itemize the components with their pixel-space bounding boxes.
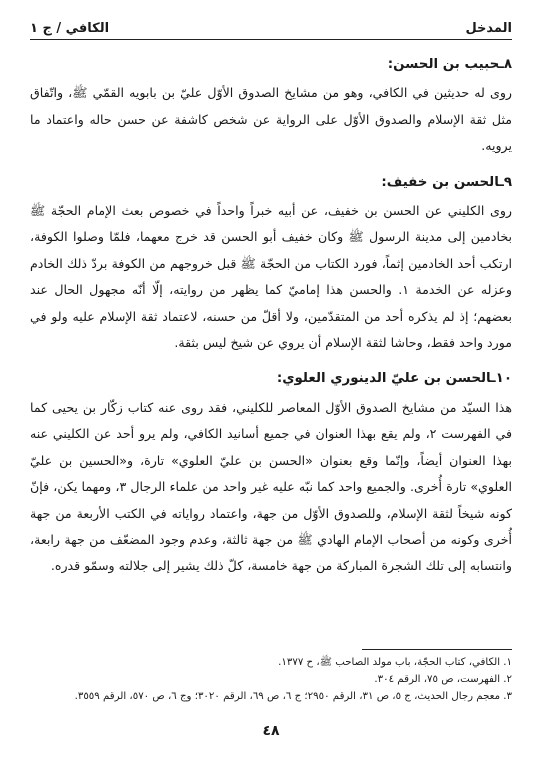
footnote-3: ٣. معجم رجال الحديث، ج ٥، ص ٣١، الرقم ٢٩٥٠؛ ج ٦، ص ٦٩، الرقم ٣٠٢٠؛ وج ٦، ص ٥٧٠، الرقم ٣٥٥٩. [74,691,512,702]
running-head [30,14,512,40]
footnote-divider [362,649,512,650]
footnote-1: ١. الكافي، كتاب الحجّة، باب مولد الصاحب ﷺ، ح ١٣٧٧. [278,657,512,668]
section-hasan-khafif [30,170,512,357]
section-paragraph: هذا السيّد من مشايخ الصدوق الأوّل المعاصر للكليني، فقد روى عنه كتاب زكّار بن يحيى كما في الفهرست ٢، ولم يقع بهذا العنوان في جميع أسانيد الكافي، ولم يرو أحد عن الكليني عنه بهذا العنوان أيضاً، وإنّما وقع بعنوان «الحسن بن عليّ العلوي» تارة، و«الحسين بن عليّ العلوي» تارة أُخرى. والجميع واحد كما نبّه عليه غير واحد من علماء الرجال ٣، ومهما يكن، فإنّ كونه شيخاً لثقة الإسلام، وللصدوق الأوّل من جهة، واعتماد رواياته في الكتب الأربعة من جهة أُخرى وكونه من أصحاب الإمام الهادي ﷺ من جهة ثالثة، وعدم وجود المضعّف من جهة رابعة، وانتسابه إلى تلك الشجرة المباركة من جهة خامسة، كلّ ذلك يشير إلى جلالته وسمّو قدره. [30,399,512,574]
page-body [30,52,512,590]
section-habib [30,52,512,160]
running-head-book: الكافي / ج ١ [30,21,110,36]
section-hasan-dinawari [30,366,512,579]
footnote-2: ٢. الفهرست، ص ٧٥، الرقم ٣٠٤. [374,674,512,685]
section-heading: ٨ـحبيب بن الحسن: [387,57,512,72]
page-number: ٤٨ [262,723,280,739]
section-heading: ١٠ـالحسن بن عليّ الدينوري العلوي: [276,371,512,387]
section-paragraph: روى له حديثين في الكافي، وهو من مشايخ الصدوق الأوّل عليّ بن بابويه القمّي ﷺ، واتّفاق مثل ثقة الإسلام والصدوق الأوّل على الرواية عن شخص كاشفة عن حسن حاله واعتماد ما يرويه. [30,85,512,154]
footnotes [30,649,512,705]
running-head-section: المدخل [465,21,512,36]
section-heading: ٩ـالحسن بن خفيف: [381,174,512,190]
section-paragraph: روى الكليني عن الحسن بن خفيف، عن أبيه خبراً واحداً في خصوص بعث الإمام الحجّة ﷺ بخادمين إلى مدينة الرسول ﷺ وكان خفيف أبو الحسن قد خرج معهما، فلمّا وصلوا الكوفة، ارتكب أحد الخادمين إثماً، فورد الكتاب من الحجّة ﷺ قبل خروجهم من الكوفة بردّ ذلك الخادم وعزله عن الخدمة ١. والحسن هذا إماميّ كما يظهر من روايته، إلّا أنّه مجهول الحال عند بعضهم؛ إذ لم يذكره أحد من المتقدّمين، ولا أقلّ من حسنه، لاعتماد ثقة الإسلام عليه ولو في مورد واحد فقط، وحاشا لثقة الإسلام أن يروي عن شيخ ليس بثقة. [30,203,512,351]
